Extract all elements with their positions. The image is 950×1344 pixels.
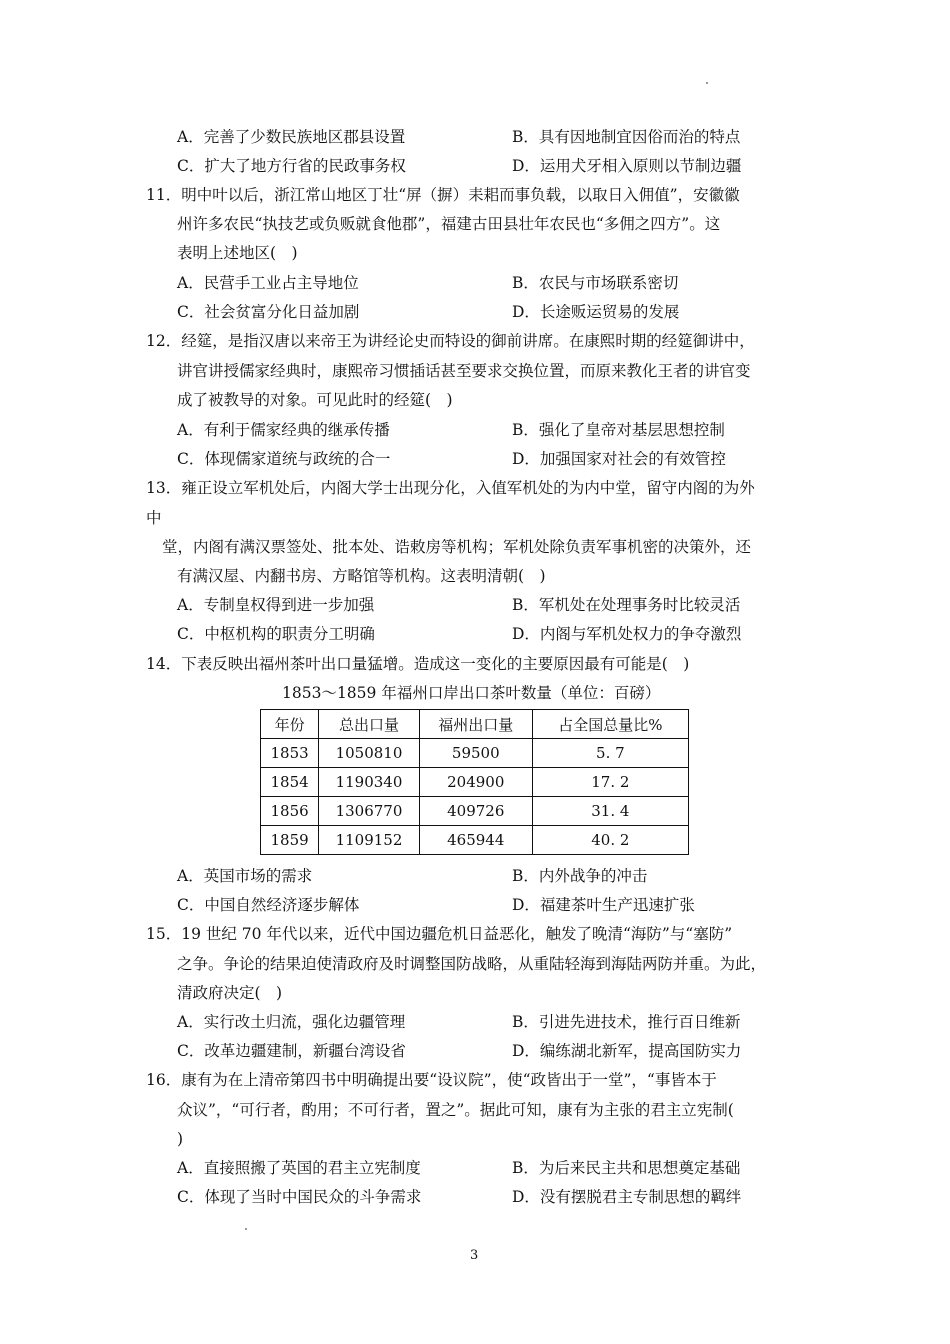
- table-cell: 409726: [419, 797, 532, 826]
- q10-option-c: C．扩大了地方行省的民政事务权: [177, 157, 406, 175]
- q11-option-c: C．社会贫富分化日益加剧: [177, 303, 360, 321]
- table-cell: 1859: [261, 826, 319, 855]
- q12-option-c: C．体现儒家道统与政统的合一: [177, 450, 391, 468]
- table-row: [261, 768, 689, 797]
- q12-option-b: B．强化了皇帝对基层思想控制: [512, 421, 725, 439]
- table-cell: 59500: [419, 739, 532, 768]
- q13-stem-line1-wrap: 中: [146, 509, 162, 527]
- q13-stem-line1: 13．雍正设立军机处后，内阁大学士出现分化，入值军机处的为内中堂，留守内阁的为外: [146, 479, 755, 497]
- table-cell: 1190340: [319, 768, 420, 797]
- q10-option-b: B．具有因地制宜因俗而治的特点: [512, 128, 741, 146]
- q16-stem-line2: 众议”，“可行者，酌用；不可行者，置之”。据此可知，康有为主张的君主立宪制(: [177, 1101, 734, 1119]
- q11-option-a: A．民营手工业占主导地位: [177, 274, 359, 292]
- q15-stem-line1: 15．19 世纪 70 年代以来，近代中国边疆危机日益恶化，触发了晚清“海防”与“塞防”: [146, 925, 733, 943]
- q16-option-c: C．体现了当时中国民众的斗争需求: [177, 1188, 422, 1206]
- table-row: [261, 739, 689, 768]
- q14-stem-line1: 14．下表反映出福州茶叶出口量猛增。造成这一变化的主要原因最有可能是( ): [146, 655, 690, 673]
- q11-stem-line2: 州许多农民“执技艺或负贩就食他郡”，福建古田县壮年农民也“多佣之四方”。这: [177, 215, 721, 233]
- q10-option-d: D．运用犬牙相入原则以节制边疆: [512, 157, 742, 175]
- q13-option-d: D．内阁与军机处权力的争夺激烈: [512, 625, 742, 643]
- table-cell: 1856: [261, 797, 319, 826]
- q14-option-b: B．内外战争的冲击: [512, 867, 648, 885]
- q13-stem-line2: 堂，内阁有满汉票签处、批本处、诰敕房等机构；军机处除负责军事机密的决策外，还: [162, 538, 752, 556]
- tea-export-table: [260, 709, 689, 855]
- table-caption: 1853～1859 年福州口岸出口茶叶数量（单位：百磅）: [282, 684, 661, 702]
- table-cell: 1853: [261, 739, 319, 768]
- q15-option-b: B．引进先进技术，推行百日维新: [512, 1013, 741, 1031]
- q11-stem-line3: 表明上述地区( ): [177, 244, 298, 262]
- q16-option-a: A．直接照搬了英国的君主立宪制度: [177, 1159, 421, 1177]
- page-number: 3: [470, 1248, 479, 1263]
- q15-option-d: D．编练湖北新军，提高国防实力: [512, 1042, 742, 1060]
- table-cell: 465944: [419, 826, 532, 855]
- q15-stem-line2: 之争。争论的结果迫使清政府及时调整国防战略，从重陆轻海到海陆两防并重。为此，: [177, 955, 767, 973]
- q14-option-c: C．中国自然经济逐步解体: [177, 896, 360, 914]
- q12-stem-line2: 讲官讲授儒家经典时，康熙帝习惯插话甚至要求交换位置，而原来教化王者的讲官变: [177, 362, 751, 380]
- q12-option-a: A．有利于儒家经典的继承传播: [177, 421, 390, 439]
- q13-option-a: A．专制皇权得到进一步加强: [177, 596, 375, 614]
- q13-stem-line3: 有满汉屋、内翻书房、方略馆等机构。这表明清朝( ): [177, 567, 546, 585]
- q12-option-d: D．加强国家对社会的有效管控: [512, 450, 726, 468]
- q11-stem-line1: 11．明中叶以后，浙江常山地区丁壮“屏（摒）耒耜而事负载，以取日入佣值”，安徽徽: [146, 186, 740, 204]
- scan-mark: [706, 82, 708, 84]
- q16-stem-line3: ): [177, 1130, 184, 1148]
- q11-option-d: D．长途贩运贸易的发展: [512, 303, 680, 321]
- q16-option-d: D．没有摆脱君主专制思想的羁绊: [512, 1188, 742, 1206]
- q12-stem-line3: 成了被教导的对象。可见此时的经筵( ): [177, 391, 453, 409]
- q16-stem-line1: 16．康有为在上清帝第四书中明确提出要“设议院”，使“政皆出于一堂”，“事皆本于: [146, 1071, 717, 1089]
- table-header-row: [261, 710, 689, 739]
- scan-mark: [245, 1228, 247, 1230]
- table-cell: 1050810: [319, 739, 420, 768]
- table-header-cell: 年份: [261, 710, 319, 739]
- q13-option-c: C．中枢机构的职责分工明确: [177, 625, 375, 643]
- q15-option-a: A．实行改土归流，强化边疆管理: [177, 1013, 406, 1031]
- table-cell: 1854: [261, 768, 319, 797]
- table-cell: 1109152: [319, 826, 420, 855]
- q14-option-d: D．福建茶叶生产迅速扩张: [512, 896, 695, 914]
- q14-option-a: A．英国市场的需求: [177, 867, 313, 885]
- table-cell: 40. 2: [532, 826, 688, 855]
- q11-option-b: B．农民与市场联系密切: [512, 274, 679, 292]
- table-cell: 31. 4: [532, 797, 688, 826]
- q12-stem-line1: 12．经筵，是指汉唐以来帝王为讲经论史而特设的御前讲席。在康熙时期的经筵御讲中，: [146, 332, 755, 350]
- table-header-cell: 占全国总量比%: [532, 710, 688, 739]
- q13-option-b: B．军机处在处理事务时比较灵活: [512, 596, 741, 614]
- table-cell: 5. 7: [532, 739, 688, 768]
- table-row: [261, 826, 689, 855]
- table-row: [261, 797, 689, 826]
- table-header-cell: 福州出口量: [419, 710, 532, 739]
- table-cell: 204900: [419, 768, 532, 797]
- q15-option-c: C．改革边疆建制，新疆台湾设省: [177, 1042, 406, 1060]
- table-header-cell: 总出口量: [319, 710, 420, 739]
- q15-stem-line3: 清政府决定( ): [177, 984, 283, 1002]
- q10-option-a: A．完善了少数民族地区郡县设置: [177, 128, 406, 146]
- table-cell: 1306770: [319, 797, 420, 826]
- q16-option-b: B．为后来民主共和思想奠定基础: [512, 1159, 741, 1177]
- table-cell: 17. 2: [532, 768, 688, 797]
